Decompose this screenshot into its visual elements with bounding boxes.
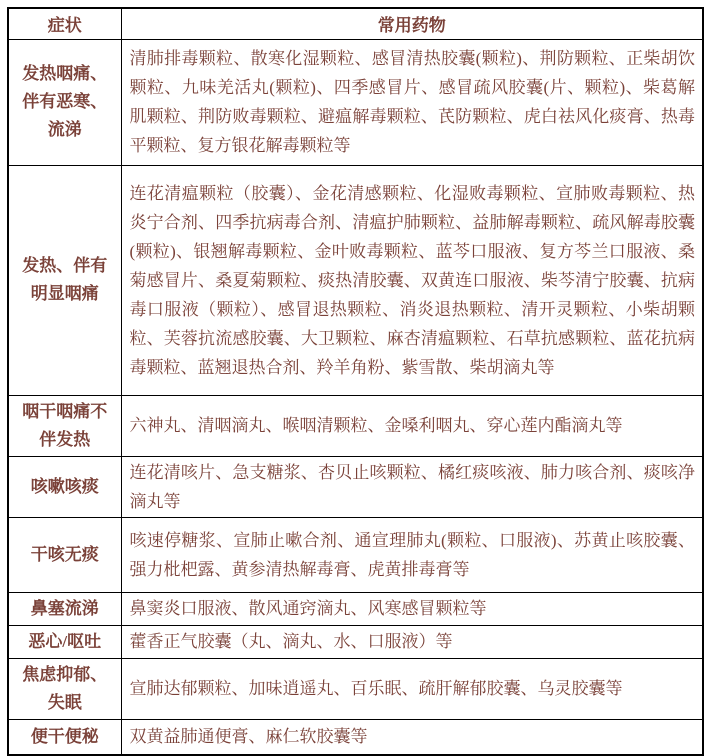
medications-cell: 鼻窦炎口服液、散风通窍滴丸、风寒感冒颗粒等	[121, 592, 703, 625]
symptom-cell: 咳嗽咳痰	[8, 456, 121, 517]
table-row	[8, 719, 703, 755]
symptom-medication-table	[7, 7, 704, 756]
medications-cell: 宣肺达郁颗粒、加味逍遥丸、百乐眠、疏肝解郁胶囊、乌灵胶囊等	[121, 658, 703, 719]
table-row	[8, 39, 703, 165]
medications-cell: 藿香正气胶囊（丸、滴丸、水、口服液）等	[121, 625, 703, 658]
table-row	[8, 395, 703, 456]
medications-cell: 双黄益肺通便膏、麻仁软胶囊等	[121, 719, 703, 755]
medications-cell: 六神丸、清咽滴丸、喉咽清颗粒、金嗓利咽丸、穿心莲内酯滴丸等	[121, 395, 703, 456]
header-symptom: 症状	[8, 8, 121, 39]
medications-cell: 咳速停糖浆、宣肺止嗽合剂、通宣理肺丸(颗粒、口服液)、苏黄止咳胶囊、强力枇杷露、黄参清热解毒膏、虎黄排毒膏等	[121, 517, 703, 592]
symptom-cell: 发热、伴有明显咽痛	[8, 165, 121, 395]
header-medications: 常用药物	[121, 8, 703, 39]
symptom-cell: 焦虑抑郁、失眠	[8, 658, 121, 719]
symptom-cell: 便干便秘	[8, 719, 121, 755]
table-row	[8, 658, 703, 719]
table-row	[8, 456, 703, 517]
table-row	[8, 517, 703, 592]
table-row	[8, 625, 703, 658]
header-row	[8, 8, 703, 39]
symptom-cell: 干咳无痰	[8, 517, 121, 592]
symptom-cell: 鼻塞流涕	[8, 592, 121, 625]
symptom-cell: 咽干咽痛不伴发热	[8, 395, 121, 456]
table-row	[8, 592, 703, 625]
table-row	[8, 165, 703, 395]
symptom-cell: 发热咽痛、伴有恶寒、流涕	[8, 39, 121, 165]
medications-cell: 连花清咳片、急支糖浆、杏贝止咳颗粒、橘红痰咳液、肺力咳合剂、痰咳净滴丸等	[121, 456, 703, 517]
symptom-cell: 恶心/呕吐	[8, 625, 121, 658]
medications-cell: 连花清瘟颗粒（胶囊）、金花清感颗粒、化湿败毒颗粒、宣肺败毒颗粒、热炎宁合剂、四季抗病毒合剂、清瘟护肺颗粒、益肺解毒颗粒、疏风解毒胶囊(颗粒)、银翘解毒颗粒、金叶败毒颗粒、蓝芩口服液、复方芩兰口服液、桑菊感冒片、桑夏菊颗粒、痰热清胶囊、双黄连口服液、柴芩清宁胶囊、抗病毒口服液（颗粒）、感冒退热颗粒、消炎退热颗粒、清开灵颗粒、小柴胡颗粒、芙蓉抗流感胶囊、大卫颗粒、麻杏清瘟颗粒、石草抗感颗粒、蓝花抗病毒颗粒、蓝翘退热合剂、羚羊角粉、紫雪散、柴胡滴丸等	[121, 165, 703, 395]
medications-cell: 清肺排毒颗粒、散寒化湿颗粒、感冒清热胶囊(颗粒)、荆防颗粒、正柴胡饮颗粒、九味羌活丸(颗粒)、四季感冒片、感冒疏风胶囊(片、颗粒)、柴葛解肌颗粒、荆防败毒颗粒、避瘟解毒颗粒、芪防颗粒、虎白祛风化痰膏、热毒平颗粒、复方银花解毒颗粒等	[121, 39, 703, 165]
